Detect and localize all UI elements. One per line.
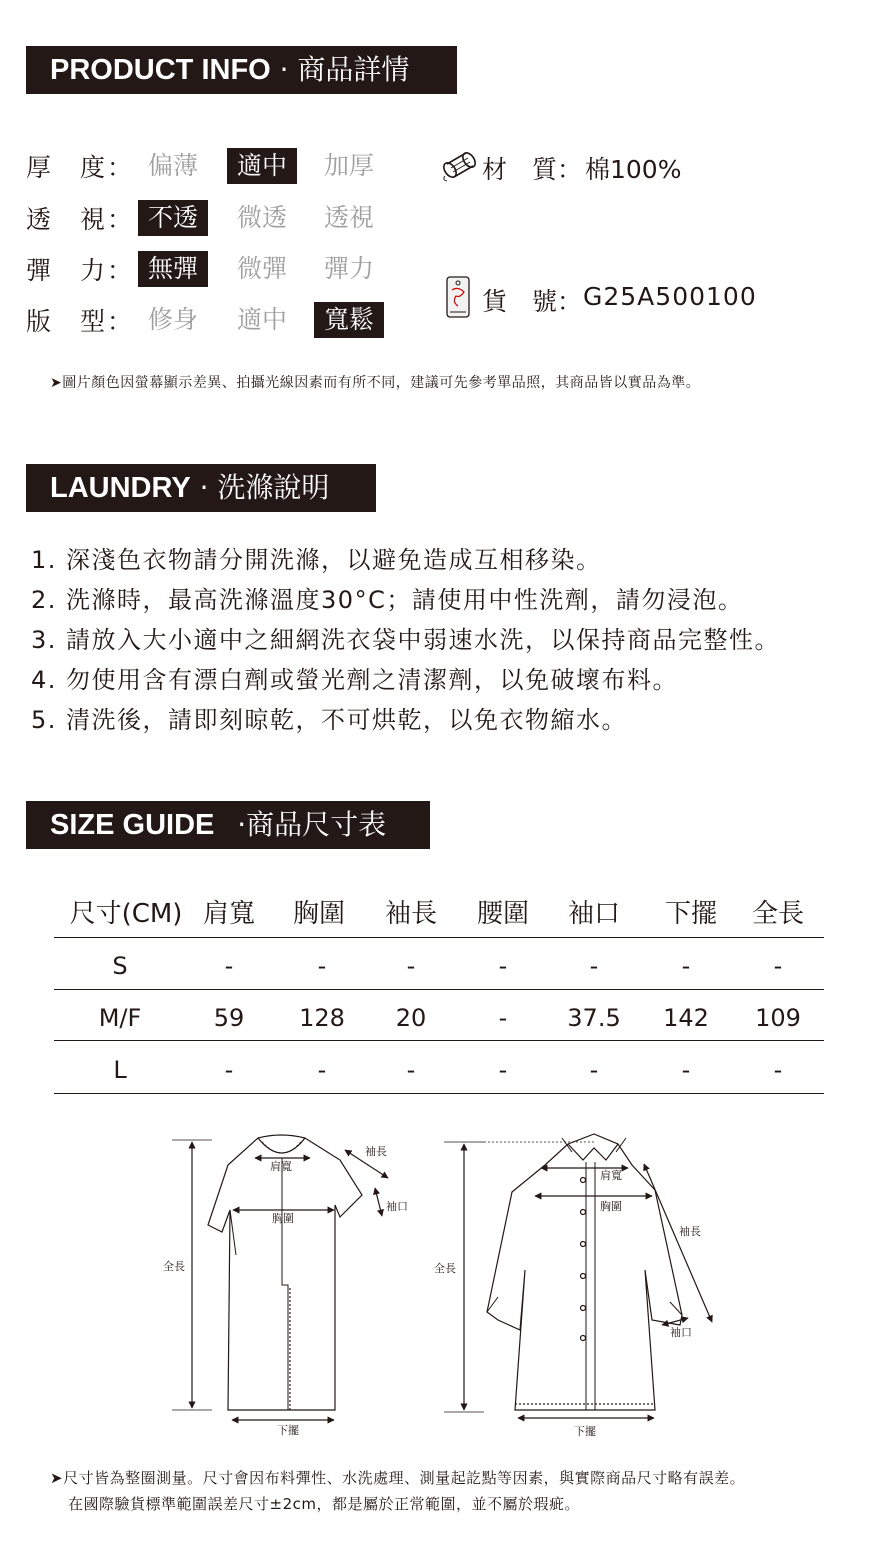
table-cell: M/F [98, 1004, 142, 1032]
attr-row-transparency [26, 200, 374, 236]
laundry-item: 4. 勿使用含有漂白劑或螢光劑之清潔劑，以免破壞布料。 [31, 666, 679, 694]
table-header-cell: 袖長 [384, 899, 438, 929]
item-number-label: 貨 號： [482, 287, 583, 316]
product-info-title-en: PRODUCT INFO [50, 54, 271, 86]
diagram-label-hem: 下擺 [574, 1425, 596, 1438]
product-info-header [26, 46, 457, 94]
table-cell: - [589, 952, 599, 980]
size-table [54, 890, 824, 1098]
table-header-cell: 袖口 [567, 899, 621, 929]
laundry-title-en: LAUNDRY [50, 472, 191, 504]
size-guide-header [26, 801, 430, 849]
attr-option: 微透 [236, 203, 287, 232]
attr-option-selected: 無彈 [138, 251, 208, 287]
table-cell: - [681, 952, 691, 980]
dress-sketch-front [208, 1135, 362, 1410]
attr-label: 透 視： [26, 205, 135, 234]
table-cell: - [498, 952, 508, 980]
diagram-label-chest: 胸圍 [272, 1212, 294, 1225]
table-header-cell: 胸圍 [292, 899, 346, 929]
table-cell: L [113, 1056, 127, 1084]
table-cell: - [681, 1056, 691, 1084]
diagram-label-length: 全長 [163, 1260, 185, 1273]
table-divider [54, 937, 824, 938]
table-row [54, 1046, 824, 1098]
attr-label: 厚 度： [26, 153, 135, 182]
table-header-cell: 尺寸(CM) [69, 899, 183, 929]
product-info-title-zh: · 商品詳情 [279, 53, 410, 86]
diagram-label-chest: 胸圍 [600, 1200, 622, 1213]
diagram-label-cuff: 袖口 [386, 1200, 408, 1213]
attr-label: 彈 力： [26, 256, 135, 285]
table-cell: - [224, 952, 234, 980]
table-cell: - [224, 1056, 234, 1084]
attr-row-elasticity [26, 251, 374, 287]
size-guide-title-en: SIZE GUIDE [50, 809, 215, 841]
laundry-item: 1. 深淺色衣物請分開洗滌，以避免造成互相移染。 [31, 546, 602, 574]
attr-option: 修身 [147, 305, 198, 334]
attr-option: 微彈 [236, 254, 287, 283]
table-row [54, 994, 824, 1046]
table-cell: - [498, 1056, 508, 1084]
diagram-label-hem: 下擺 [277, 1424, 299, 1437]
size-disclaimer [50, 1465, 745, 1517]
color-disclaimer: ➤圖片顏色因螢幕顯示差異、拍攝光線因素而有所不同，建議可先參考單品照，其商品皆以實品為準。 [50, 375, 701, 391]
thread-spool-icon [441, 150, 481, 182]
table-cell: - [406, 1056, 416, 1084]
table-cell: 142 [663, 1004, 709, 1032]
attr-row-thickness [26, 148, 374, 184]
attr-option-selected: 寬鬆 [314, 302, 384, 338]
diagram-label-cuff: 袖口 [670, 1326, 692, 1339]
material-label: 材 質： [482, 155, 583, 184]
diagram-label-sleeve: 袖長 [365, 1145, 387, 1158]
shirt-dress-sketch-front [487, 1134, 682, 1410]
size-guide-title-zh: ·商品尺寸表 [237, 808, 387, 841]
diagram-label-sleeve: 袖長 [679, 1225, 701, 1238]
table-header-cell: 全長 [751, 899, 805, 929]
diagram-label-length: 全長 [434, 1262, 456, 1275]
table-header-row [54, 890, 824, 942]
laundry-item: 3. 請放入大小適中之細網洗衣袋中弱速水洗，以保持商品完整性。 [31, 626, 781, 654]
size-disclaimer-line: ➤尺寸皆為整圈測量。尺寸會因布料彈性、水洗處理、測量起訖點等因素，與實際商品尺寸略有誤差。 [50, 1469, 746, 1487]
attr-option-selected: 適中 [227, 148, 297, 184]
table-divider [54, 1040, 824, 1041]
attr-option: 偏薄 [147, 151, 198, 180]
table-cell: - [498, 1004, 508, 1032]
diagram-label-shoulder: 肩寬 [270, 1160, 292, 1173]
table-cell: - [589, 1056, 599, 1084]
table-cell: 59 [213, 1004, 245, 1032]
laundry-list [31, 540, 780, 740]
laundry-item: 2. 洗滌時，最高洗滌溫度30°C；請使用中性洗劑，請勿浸泡。 [31, 586, 744, 614]
table-cell: - [773, 952, 783, 980]
attr-option: 透視 [323, 203, 374, 232]
table-cell: S [112, 952, 128, 980]
table-cell: 128 [299, 1004, 345, 1032]
diagram-label-shoulder: 肩寬 [600, 1169, 622, 1182]
table-cell: 109 [755, 1004, 801, 1032]
table-row [54, 942, 824, 994]
laundry-item: 5. 清洗後，請即刻晾乾，不可烘乾，以免衣物縮水。 [31, 706, 628, 734]
table-divider [54, 1093, 824, 1094]
laundry-title-zh: · 洗滌說明 [199, 471, 330, 504]
attr-row-fit [26, 302, 374, 338]
attr-option-selected: 不透 [138, 200, 208, 236]
measurement-diagram [0, 1120, 875, 1440]
material-value: 棉100% [585, 155, 682, 184]
table-header-cell: 下擺 [664, 899, 718, 929]
table-cell: - [773, 1056, 783, 1084]
size-disclaimer-line: 在國際驗貨標準範圍誤差尺寸±2cm，都是屬於正常範圍，並不屬於瑕疵。 [68, 1495, 580, 1513]
attr-option: 彈力 [323, 254, 374, 283]
table-cell: - [317, 952, 327, 980]
attr-option: 適中 [236, 305, 287, 334]
laundry-header [26, 464, 376, 512]
table-cell: - [406, 952, 416, 980]
attr-option: 加厚 [323, 151, 374, 180]
tag-icon [444, 274, 474, 320]
table-cell: - [317, 1056, 327, 1084]
item-number-value: G25A500100 [583, 282, 757, 311]
shirt-buttons [581, 1178, 586, 1341]
table-divider [54, 989, 824, 990]
table-cell: 37.5 [567, 1004, 621, 1032]
table-header-cell: 肩寬 [202, 899, 256, 929]
attr-label: 版 型： [26, 307, 135, 336]
table-header-cell: 腰圍 [476, 899, 530, 929]
table-cell: 20 [395, 1004, 427, 1032]
